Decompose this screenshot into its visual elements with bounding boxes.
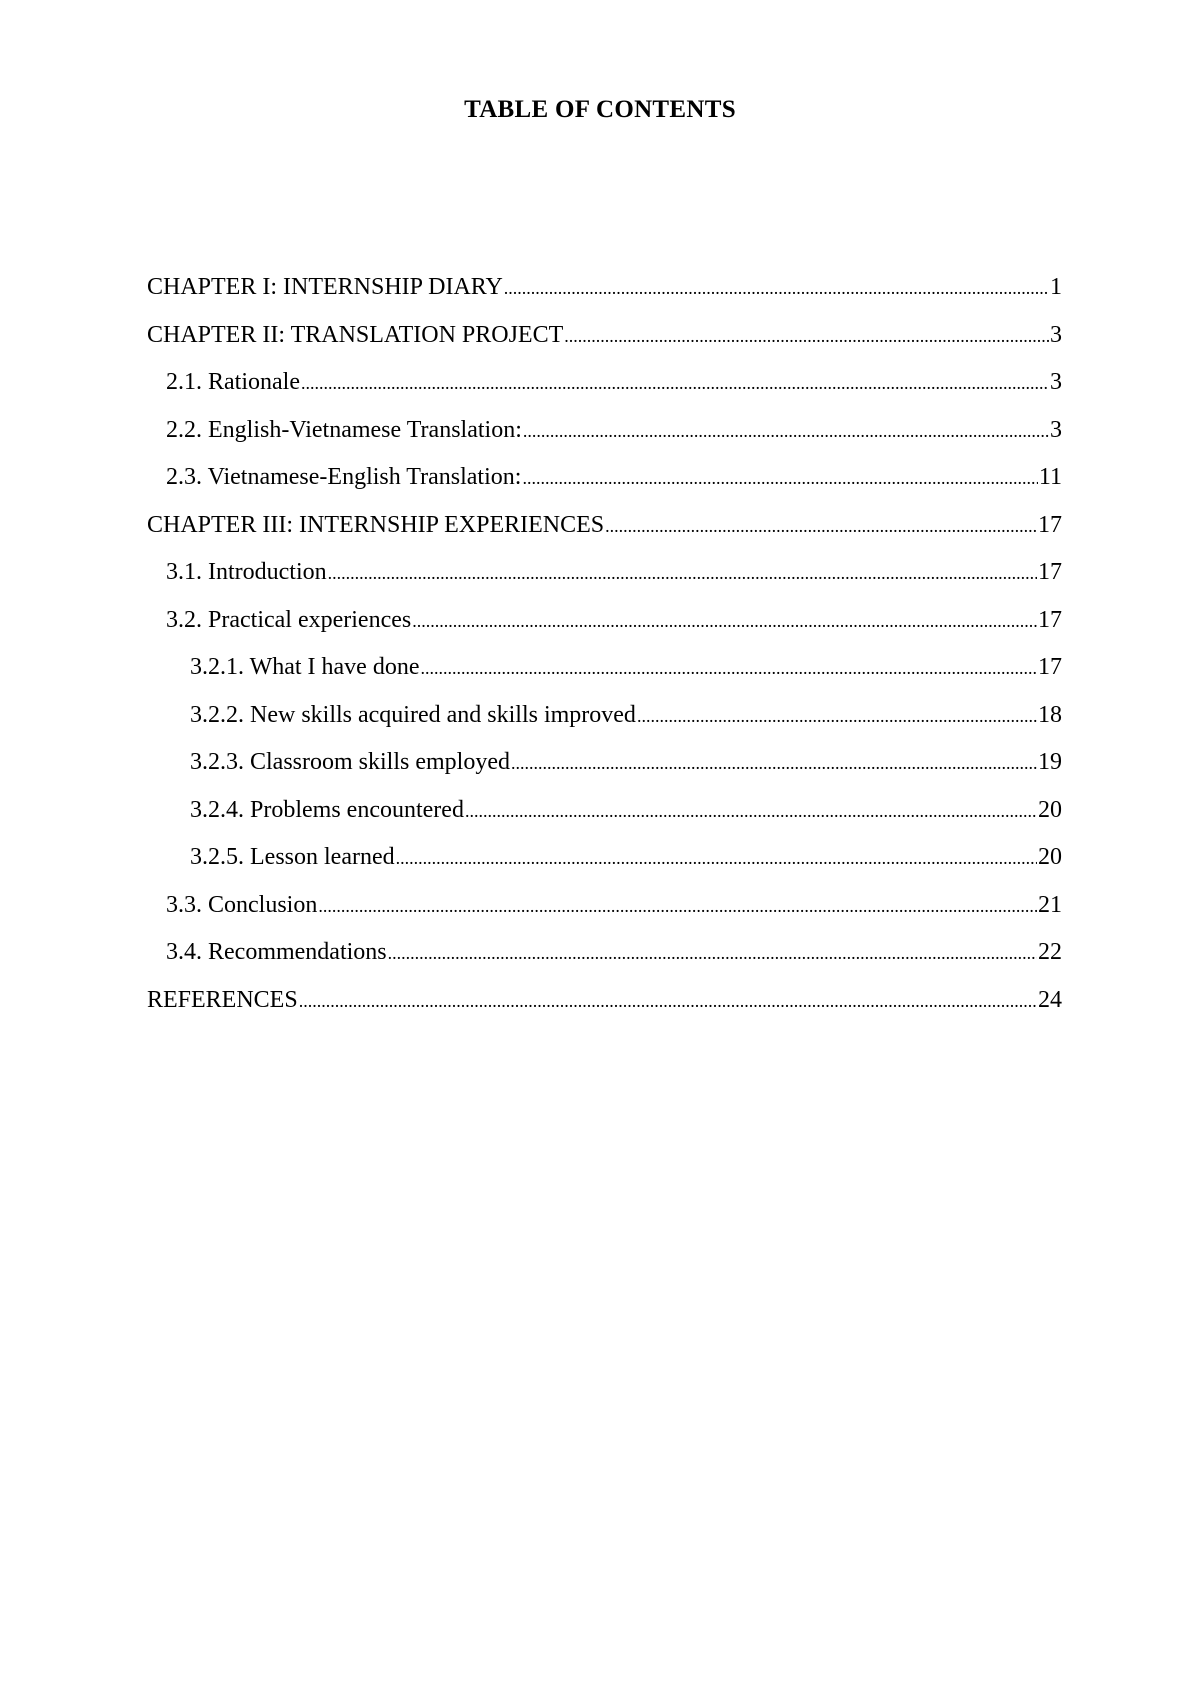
toc-page-number: 3 [1050, 416, 1062, 443]
toc-dot-leader [318, 883, 1037, 931]
toc-page-number: 11 [1038, 464, 1062, 490]
toc-entry-text: 3.4. Recommendations [166, 939, 387, 965]
toc-entry-text: 3.1. Introduction [166, 559, 327, 585]
toc-page-number: 22 [1038, 939, 1062, 965]
toc-entry[interactable] [147, 692, 1062, 740]
toc-entry-text: 3.2.1. What I have done [190, 654, 420, 680]
toc-entry-text: 2.1. Rationale [166, 369, 300, 395]
page-title: TABLE OF CONTENTS [464, 96, 736, 123]
toc-entry-text: 3.2.2. New skills acquired and skills improved [190, 701, 636, 728]
toc-dot-leader [523, 408, 1049, 456]
toc-entry[interactable] [147, 359, 1062, 407]
toc-dot-leader [605, 503, 1037, 551]
toc-entry[interactable] [147, 644, 1062, 692]
toc-entry[interactable] [147, 739, 1062, 787]
toc-entry-text: 3.2. Practical experiences [166, 606, 412, 633]
toc-dot-leader [396, 835, 1037, 883]
toc-dot-leader [511, 740, 1037, 788]
toc-page-number: 17 [1038, 606, 1062, 633]
toc-dot-leader [301, 360, 1049, 408]
toc-dot-leader [465, 788, 1037, 836]
toc-dot-leader [412, 598, 1037, 646]
toc-dot-leader [421, 645, 1038, 693]
toc-entry-text: 3.3. Conclusion [166, 891, 318, 918]
toc-entry[interactable] [147, 312, 1062, 360]
toc-entry[interactable] [147, 787, 1062, 835]
toc-page-number: 24 [1038, 986, 1062, 1013]
toc-entry-text: 2.2. English-Vietnamese Translation: [166, 416, 522, 443]
toc-dot-leader [299, 978, 1037, 1026]
toc-entry[interactable] [147, 834, 1062, 882]
toc-list [147, 264, 1062, 1024]
toc-entry[interactable] [147, 882, 1062, 930]
toc-dot-leader [637, 693, 1037, 741]
toc-entry[interactable] [147, 977, 1062, 1025]
toc-entry[interactable] [147, 454, 1062, 502]
toc-entry-text: 3.2.3. Classroom skills employed [190, 749, 510, 775]
toc-entry-text: 2.3. Vietnamese-English Translation: [166, 464, 522, 490]
toc-dot-leader [522, 455, 1037, 503]
toc-entry-text: REFERENCES [147, 986, 298, 1013]
toc-entry[interactable] [147, 597, 1062, 645]
toc-page-number: 1 [1050, 274, 1062, 300]
toc-entry[interactable] [147, 549, 1062, 597]
toc-entry[interactable] [147, 407, 1062, 455]
toc-page-number: 3 [1050, 369, 1062, 395]
toc-page-number: 18 [1038, 701, 1062, 728]
toc-entry-text: CHAPTER II: TRANSLATION PROJECT [147, 321, 564, 348]
toc-page-number: 19 [1038, 749, 1062, 775]
toc-entry[interactable] [147, 264, 1062, 312]
toc-dot-leader [504, 265, 1049, 313]
toc-page-number: 21 [1038, 891, 1062, 918]
toc-page-number: 20 [1038, 796, 1062, 823]
toc-entry-text: 3.2.5. Lesson learned [190, 844, 395, 870]
toc-page-number: 3 [1050, 321, 1062, 348]
toc-page-number: 17 [1038, 654, 1062, 680]
toc-page-number: 20 [1038, 844, 1062, 870]
toc-page-number: 17 [1038, 511, 1062, 538]
toc-entry[interactable] [147, 502, 1062, 550]
toc-dot-leader [388, 930, 1037, 978]
toc-entry-text: 3.2.4. Problems encountered [190, 796, 464, 823]
toc-dot-leader [328, 550, 1037, 598]
toc-entry[interactable] [147, 929, 1062, 977]
toc-entry-text: CHAPTER I: INTERNSHIP DIARY [147, 274, 503, 300]
toc-entry-text: CHAPTER III: INTERNSHIP EXPERIENCES [147, 511, 605, 538]
toc-dot-leader [564, 313, 1049, 361]
toc-page-number: 17 [1038, 559, 1062, 585]
